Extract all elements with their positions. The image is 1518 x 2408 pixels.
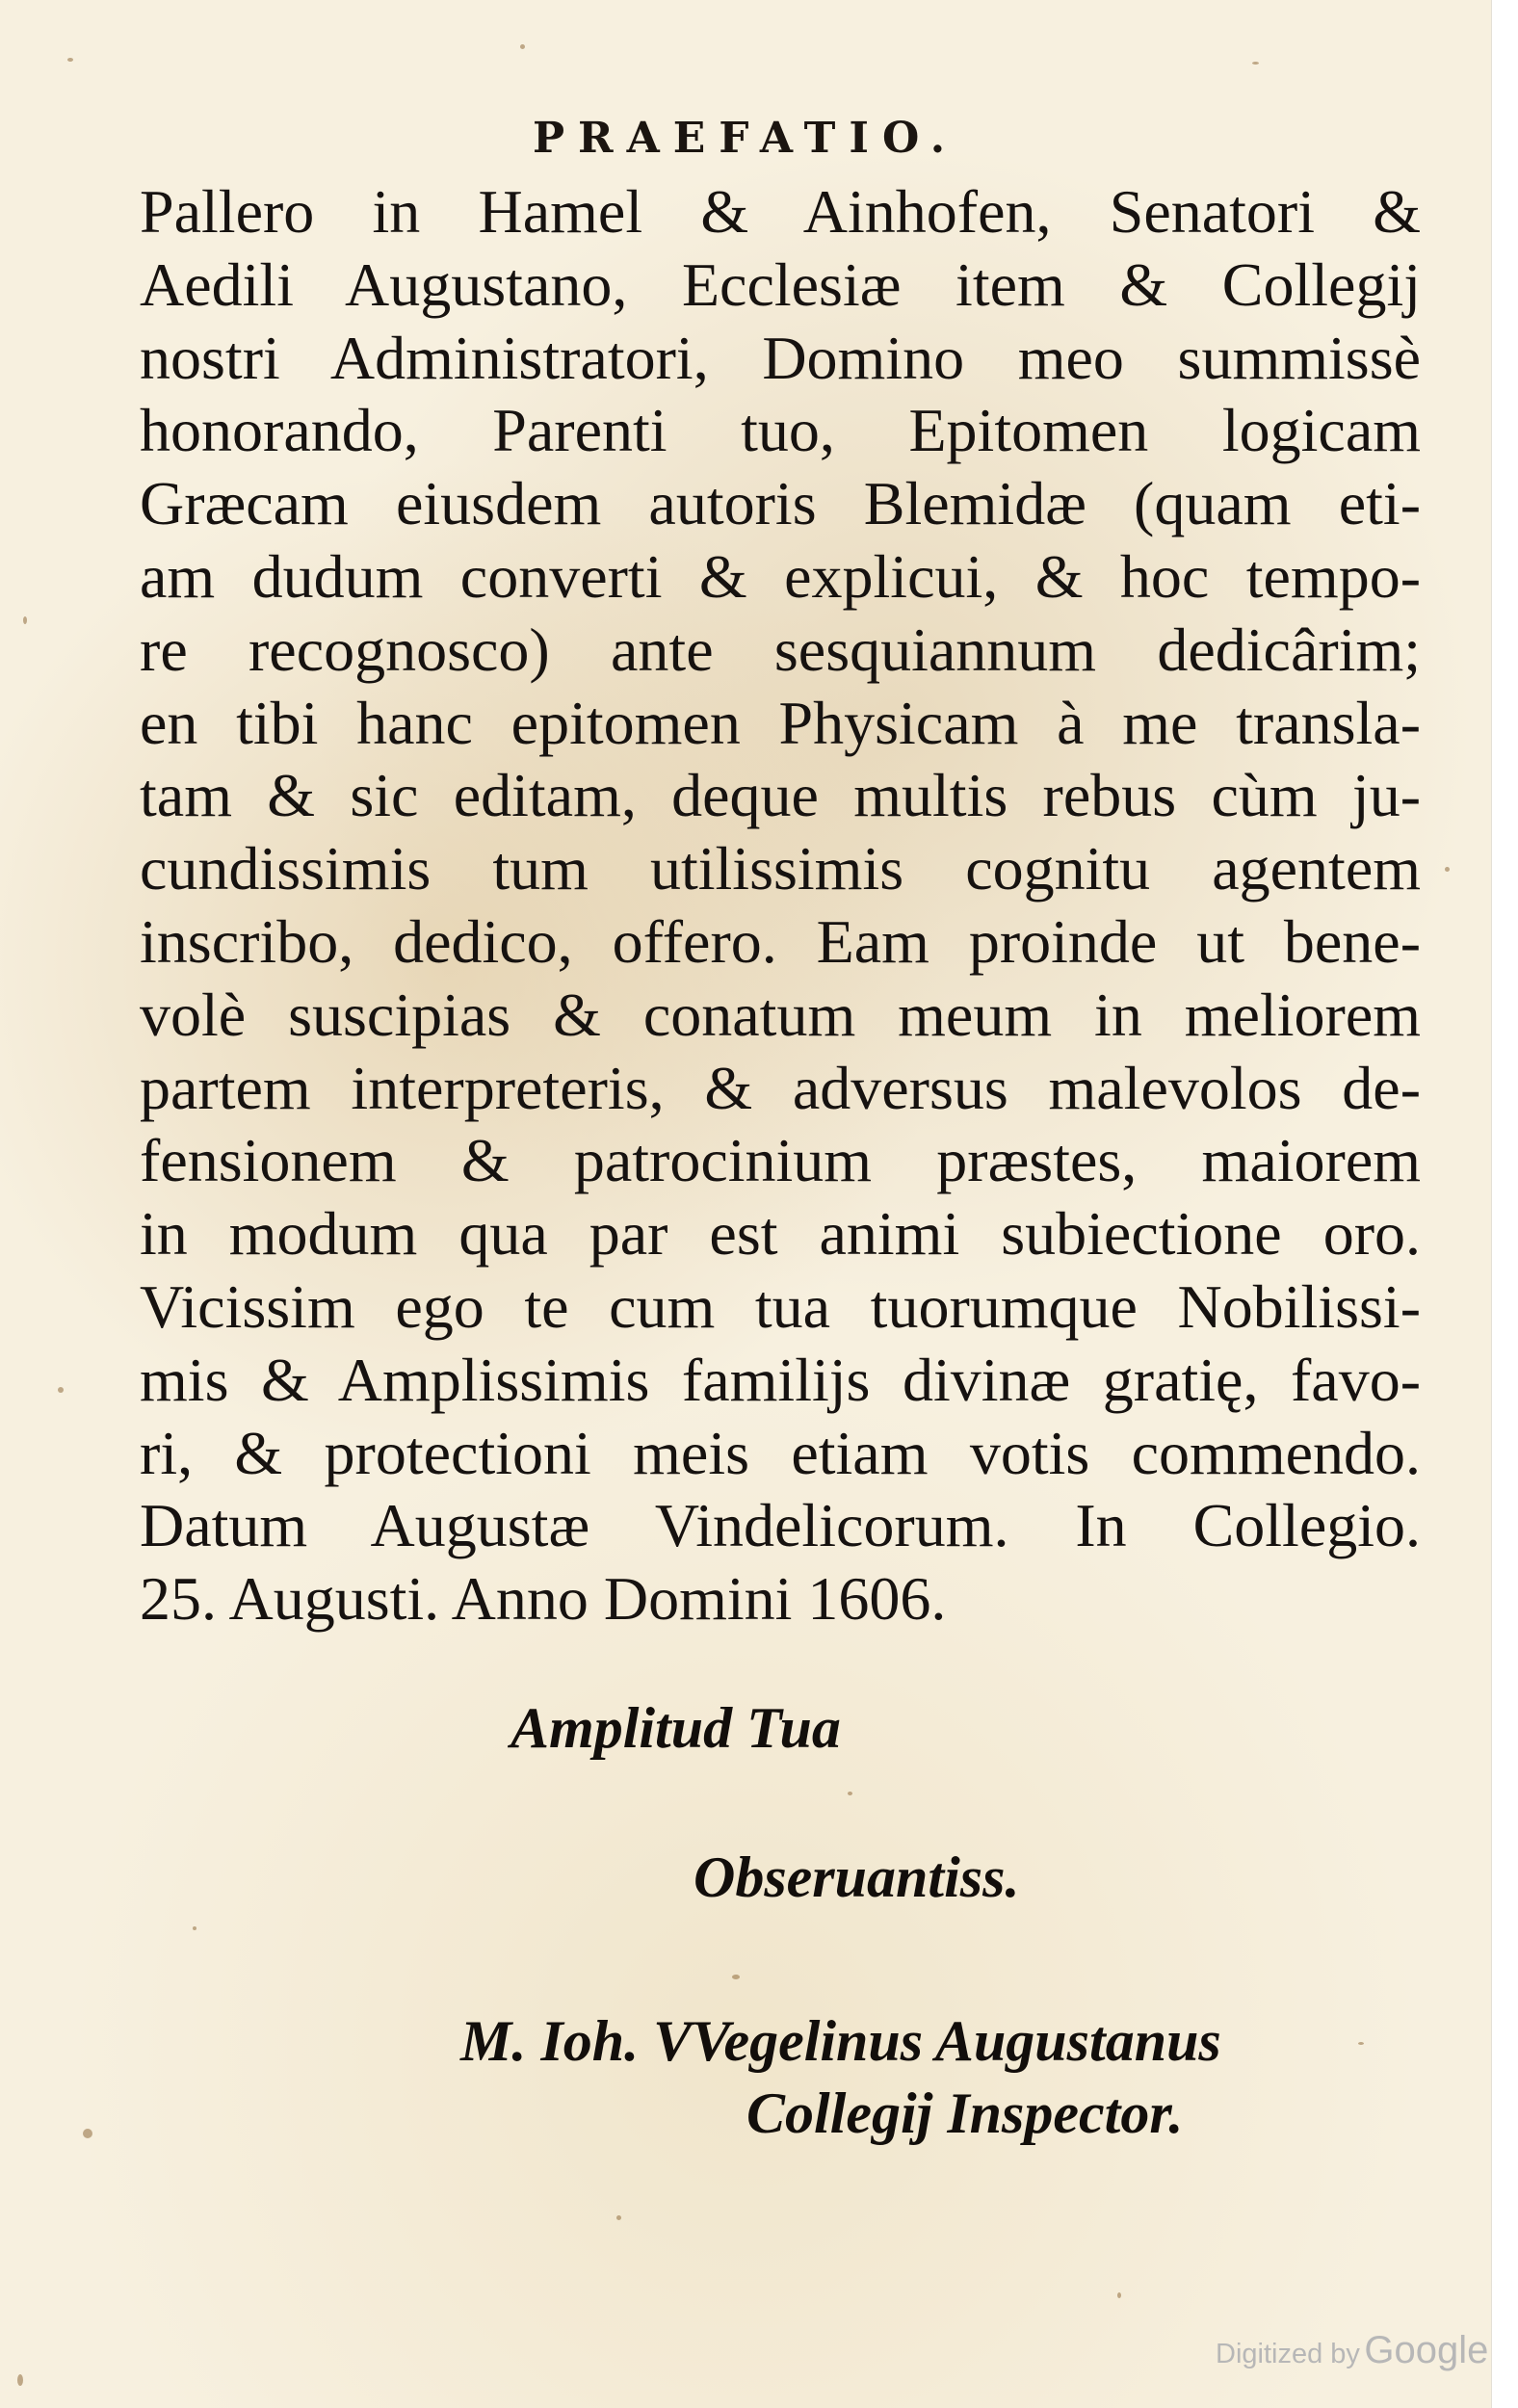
paper-speck <box>616 2215 621 2220</box>
digitized-watermark <box>1216 2329 1488 2372</box>
signature-name: M. Ioh. VVegelinus Augustanus <box>460 2009 1221 2073</box>
paper-speck <box>1117 2292 1121 2298</box>
text-line: Datum Augustæ Vindelicorum. In Collegio. <box>140 1491 1421 1560</box>
paper-speck <box>1358 2042 1364 2045</box>
text-line: volè suscipias & conatum meum in meliorem <box>140 980 1421 1049</box>
text-line: 25. Augusti. Anno Domini 1606. <box>140 1564 947 1634</box>
text-line: inscribo, dedico, offero. Eam proinde ut bene- <box>140 906 1421 976</box>
text-line: ri, & protectioni meis etiam votis commendo. <box>140 1418 1421 1487</box>
paper-speck <box>193 1926 196 1930</box>
page-heading: PRAEFATIO. <box>532 114 959 163</box>
text-line: Aedili Augustano, Ecclesiæ item & Collegij <box>140 249 1421 319</box>
text-line: in modum qua par est animi subiectione oro. <box>140 1199 1421 1269</box>
paper-speck <box>67 58 73 62</box>
paper-speck <box>520 44 525 49</box>
text-line: partem interpreteris, & adversus malevolos de- <box>140 1053 1421 1122</box>
text-line: tam & sic editam, deque multis rebus cùm ju- <box>140 761 1421 830</box>
text-line: Vicissim ego te cum tua tuorumque Nobilissi- <box>140 1271 1421 1341</box>
paper-speck <box>17 2374 23 2386</box>
text-line: en tibi hanc epitomen Physicam à me transla- <box>140 688 1421 757</box>
closing-salutation: Amplitud Tua <box>510 1696 841 1760</box>
paper-speck <box>1252 62 1259 65</box>
text-line: honorando, Parenti tuo, Epitomen logicam <box>140 396 1421 465</box>
closing-observantiss: Obseruantiss. <box>694 1845 1020 1909</box>
text-line: fensionem & patrocinium præstes, maiorem <box>140 1126 1421 1195</box>
watermark-prefix: Digitized by <box>1216 2339 1360 2369</box>
text-line: am dudum converti & explicui, & hoc tempo- <box>140 541 1421 611</box>
watermark-brand: Google <box>1364 2329 1489 2371</box>
text-line: cundissimis tum utilissimis cognitu agentem <box>140 834 1421 903</box>
page-edge <box>1491 0 1518 2408</box>
preface-body <box>140 175 1421 1636</box>
text-line: mis & Amplissimis familijs divinæ gratię, favo- <box>140 1345 1421 1414</box>
paper-speck <box>83 2129 92 2138</box>
signature-title: Collegij Inspector. <box>746 2081 1184 2145</box>
paper-speck <box>58 1387 64 1393</box>
text-line: nostri Administratori, Domino meo summissè <box>140 323 1421 392</box>
text-line: Græcam eiusdem autoris Blemidæ (quam eti- <box>140 469 1421 538</box>
paper-speck <box>732 1975 740 1979</box>
paper-speck <box>1445 867 1450 872</box>
paper-speck <box>848 1792 852 1795</box>
text-line: re recognosco) ante sesquiannum dedicârim; <box>140 615 1421 684</box>
paper-speck <box>23 616 27 624</box>
text-line: Pallero in Hamel & Ainhofen, Senatori & <box>140 177 1421 246</box>
